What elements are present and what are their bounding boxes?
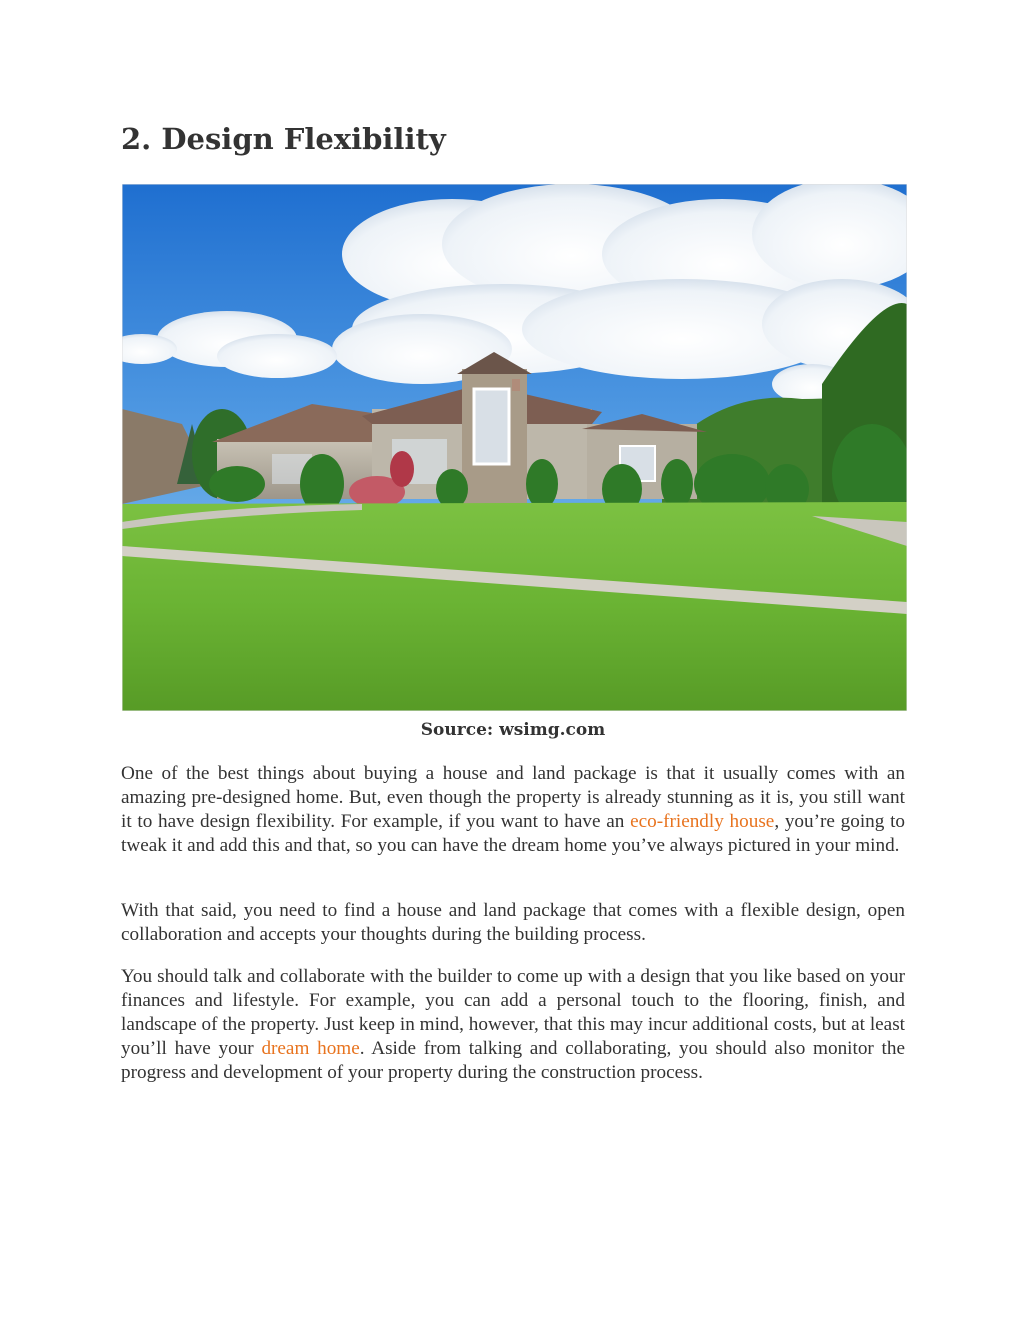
paragraph-3 xyxy=(121,965,905,1085)
house-photo xyxy=(122,184,907,711)
paragraph-1-text-a: One of the best things about buying a house and land package is that it usually comes with an amazing pre-designed home. But, even though the property is already stunning as it is, you still want it to have design flexibility. For example, if you want to have an xyxy=(121,763,905,832)
paragraph-1 xyxy=(121,762,905,858)
dream-home-link[interactable]: dream home xyxy=(261,1038,360,1059)
paragraph-2: With that said, you need to find a house and land package that comes with a flexible design, open collaboration and accepts your thoughts during the building process. xyxy=(121,900,905,945)
eco-friendly-house-link[interactable]: eco-friendly house xyxy=(630,811,775,832)
paragraph-3-text-a: You should talk and collaborate with the builder to come up with a design that you like based on your finances and lifestyle. For example, you can add a personal touch to the flooring, finish, and landscape of the property. Just keep in mind, however, that this may incur additional costs, but at least you’ll have your xyxy=(121,966,905,1059)
section-heading: 2. Design Flexibility xyxy=(121,122,446,156)
image-caption: Source: wsimg.com xyxy=(420,720,606,740)
paragraph-3-text-b: . Aside from talking and collaborating, you should also monitor the progress and development of your property during the construction process. xyxy=(121,1038,905,1083)
paragraph-1-text-b: , you’re going to tweak it and add this and that, so you can have the dream home you’ve always pictured in your mind. xyxy=(121,811,905,856)
